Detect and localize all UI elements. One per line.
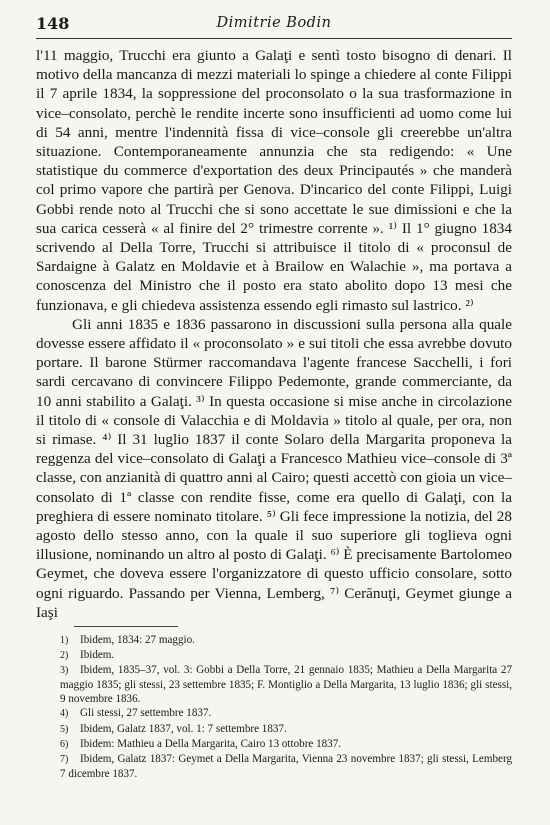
footnote-5	[60, 722, 512, 737]
footnote-3	[60, 663, 512, 706]
footnote-7	[60, 752, 512, 781]
footnote-text: Ibidem, 1834: 27 maggio.	[80, 634, 195, 646]
paragraph-1: l'11 maggio, Trucchi era giunto a Galaţi e sentì tosto bisogno di denari. Il motivo della mancanza di mezzi materiali lo spinge a chiedere al conte Filippi il 7 aprile 1834, la soppressione del proconsolato o la sua trasformazione in vice–consolato, perchè le rendite incerte sono insufficienti ad uomo come lui di 54 anni, mentre l'indennità fissa di vice–console gli creerebbe un'altra situazione. Contemporaneamente annunzia che sta redigendo: « Une statistique du commerce d'exportation des deux Principautés » che manderà col primo vapore che partirà per Genova. D'incarico del conte Filippi, Luigi Gobbi rende noto al Trucchi che si sono accettate le sue dimissioni e che la sua carica cesserà « al finire del 2° trimestre corrente ». ¹⁾ Il 1° giugno 1834 scrivendo al Della Torre, Trucchi si attribuisce il titolo di « proconsul de Sardaigne à Galatz en Moldavie et à Brailow en Walachie », ma portava a conoscenza del Ministro che il posto era stato abolito dopo 13 mesi che funzionava, e gli chiedeva assistenza essendo egli rimasto sul lastrico. ²⁾	[36, 47, 512, 314]
footnotes	[60, 633, 512, 781]
footnote-marker: 5)	[60, 723, 69, 735]
footnote-text: Ibidem, Galatz 1837: Geymet a Della Margarita, Vienna 23 novembre 1837; gli stessi, Lemberg 7 dicembre 1837.	[60, 752, 512, 780]
footnote-1	[60, 633, 512, 648]
footnote-text: Ibidem.	[80, 649, 115, 662]
footnote-text: Ibidem, 1835–37, vol. 3: Gobbi a Della Torre, 21 gennaio 1835; Mathieu a Della Margarita 27 maggio 1835; gli stessi, 23 settembre 1835; F. Montiglio a Della Margarita, 13 luglio 1836; gli stessi, 9 novembre 1836.	[60, 664, 512, 706]
footnote-marker: 4)	[60, 708, 69, 720]
footnote-marker: 6)	[60, 738, 69, 750]
running-head: Dimitrie Bodin	[216, 15, 332, 31]
footnote-text: Ibidem, Galatz 1837, vol. 1: 7 settembre 1837.	[80, 722, 287, 735]
body-text	[36, 46, 512, 622]
header-rule	[36, 38, 512, 39]
footnote-marker: 2)	[60, 650, 69, 662]
paragraph-2: Gli anni 1835 e 1836 passarono in discussioni sulla persona alla quale dovesse essere affidato il « proconsolato » e sui titoli che essa avrebbe dovuto portare. Il barone Stürmer raccomandava l'agente francese Sacchelli, i fori sardi cercavano di convincere Filippo Pedemonte, grande commerciante, da 10 anni stabilito a Galaţi. ³⁾ In questa occasione si mise anche in circolazione il titolo di « console di Valacchia e di Moldavia » titolo al quale, per ora, non si rimase. ⁴⁾ Il 31 luglio 1837 il conte Solaro della Margarita proponeva la reggenza del vice–consolato di Galaţi a Francesco Mathieu vice–console di 3ª classe, con anzianità di quattro anni al Cairo; questi accettò con gioia un vice–consolato di 1ª classe con rendite fisse, come era quello di Galaţi, con la preghiera di essere nominato titolare. ⁵⁾ Gli fece impressione la notizia, del 28 agosto dello stesso anno, con la quale il suo superiore gli toglieva ogni illusione, nominando un altro al posto di Galaţi. ⁶⁾ È precisamente Bartolomeo Geymet, che doveva essere l'organizzatore di questo ufficio consolare, sotto ogni riguardo. Passando per Vienna, Lemberg, ⁷⁾ Cerănuţi, Geymet giunge a Iaşi	[36, 315, 512, 621]
footnote-4	[60, 706, 512, 721]
footnote-rule	[74, 626, 178, 627]
footnote-6	[60, 737, 512, 752]
page-number: 148	[36, 14, 70, 33]
footnote-text: Ibidem: Mathieu a Della Margarita, Cairo 13 ottobre 1837.	[80, 737, 342, 750]
footnote-marker: 3)	[60, 665, 69, 677]
footnote-2	[60, 648, 512, 663]
footnote-marker: 1)	[60, 635, 69, 646]
footnote-text: Gli stessi, 27 settembre 1837.	[80, 707, 212, 720]
page-header	[36, 14, 512, 36]
footnote-marker: 7)	[60, 753, 69, 765]
